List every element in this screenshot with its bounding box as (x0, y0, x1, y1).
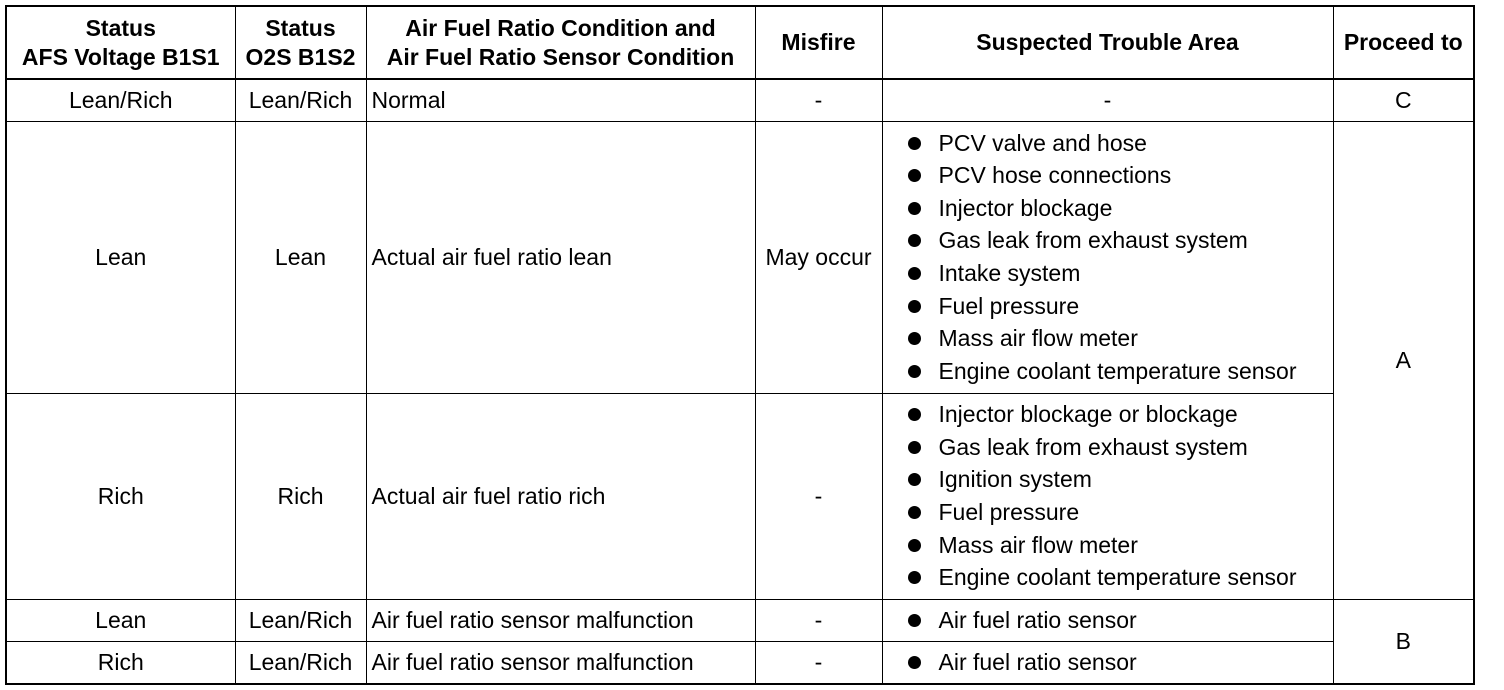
list-item: Mass air flow meter (888, 529, 1328, 562)
table-row (6, 79, 1474, 121)
cell-condition: Air fuel ratio sensor malfunction (366, 641, 755, 684)
header-condition (366, 6, 755, 79)
cell-proceed-to: A (1333, 121, 1474, 599)
list-item: Ignition system (888, 463, 1328, 496)
table-row (6, 641, 1474, 684)
cell-o2s: Lean/Rich (235, 641, 366, 684)
list-item: PCV valve and hose (888, 127, 1328, 160)
cell-o2s: Rich (235, 393, 366, 599)
cell-condition: Actual air fuel ratio rich (366, 393, 755, 599)
list-item: Fuel pressure (888, 496, 1328, 529)
cell-afs: Rich (6, 641, 235, 684)
cell-misfire: - (755, 599, 882, 641)
troubleshooting-table (5, 5, 1475, 685)
header-proceed-to: Proceed to (1333, 6, 1474, 79)
header-o2s-line1: Status (265, 14, 336, 41)
list-item: Gas leak from exhaust system (888, 224, 1328, 257)
cell-misfire: - (755, 393, 882, 599)
trouble-area-list (888, 127, 1328, 388)
list-item: Injector blockage (888, 192, 1328, 225)
cell-condition: Air fuel ratio sensor malfunction (366, 599, 755, 641)
list-item: Engine coolant temperature sensor (888, 355, 1328, 388)
cell-trouble-area: - (882, 79, 1333, 121)
table-row (6, 121, 1474, 393)
header-afs-line2: AFS Voltage B1S1 (21, 43, 220, 70)
cell-afs: Rich (6, 393, 235, 599)
list-item: Air fuel ratio sensor (888, 646, 1328, 679)
cell-trouble-area (882, 641, 1333, 684)
list-item: Injector blockage or blockage (888, 398, 1328, 431)
cell-o2s: Lean/Rich (235, 599, 366, 641)
cell-trouble-area (882, 599, 1333, 641)
cell-trouble-area (882, 121, 1333, 393)
list-item: Fuel pressure (888, 290, 1328, 323)
list-item: Intake system (888, 257, 1328, 290)
header-cond-line2: Air Fuel Ratio Sensor Condition (386, 43, 735, 70)
header-misfire: Misfire (755, 6, 882, 79)
header-afs-line1: Status (85, 14, 156, 41)
cell-afs: Lean/Rich (6, 79, 235, 121)
trouble-area-list (888, 604, 1328, 637)
list-item: Mass air flow meter (888, 322, 1328, 355)
list-item: PCV hose connections (888, 159, 1328, 192)
list-item: Engine coolant temperature sensor (888, 561, 1328, 594)
table-row (6, 393, 1474, 599)
cell-condition: Normal (366, 79, 755, 121)
header-trouble-area: Suspected Trouble Area (882, 6, 1333, 79)
cell-misfire: May occur (755, 121, 882, 393)
table-row (6, 599, 1474, 641)
cell-o2s: Lean (235, 121, 366, 393)
trouble-area-list (888, 398, 1328, 594)
cell-trouble-area (882, 393, 1333, 599)
header-row (6, 6, 1474, 79)
header-afs-voltage (6, 6, 235, 79)
cell-misfire: - (755, 79, 882, 121)
cell-o2s: Lean/Rich (235, 79, 366, 121)
list-item: Gas leak from exhaust system (888, 431, 1328, 464)
trouble-area-list (888, 646, 1328, 679)
cell-condition: Actual air fuel ratio lean (366, 121, 755, 393)
list-item: Air fuel ratio sensor (888, 604, 1328, 637)
cell-proceed-to: C (1333, 79, 1474, 121)
cell-misfire: - (755, 641, 882, 684)
cell-afs: Lean (6, 599, 235, 641)
cell-proceed-to: B (1333, 599, 1474, 684)
cell-afs: Lean (6, 121, 235, 393)
header-o2s-line2: O2S B1S2 (245, 43, 356, 70)
header-cond-line1: Air Fuel Ratio Condition and (405, 14, 716, 41)
header-o2s (235, 6, 366, 79)
